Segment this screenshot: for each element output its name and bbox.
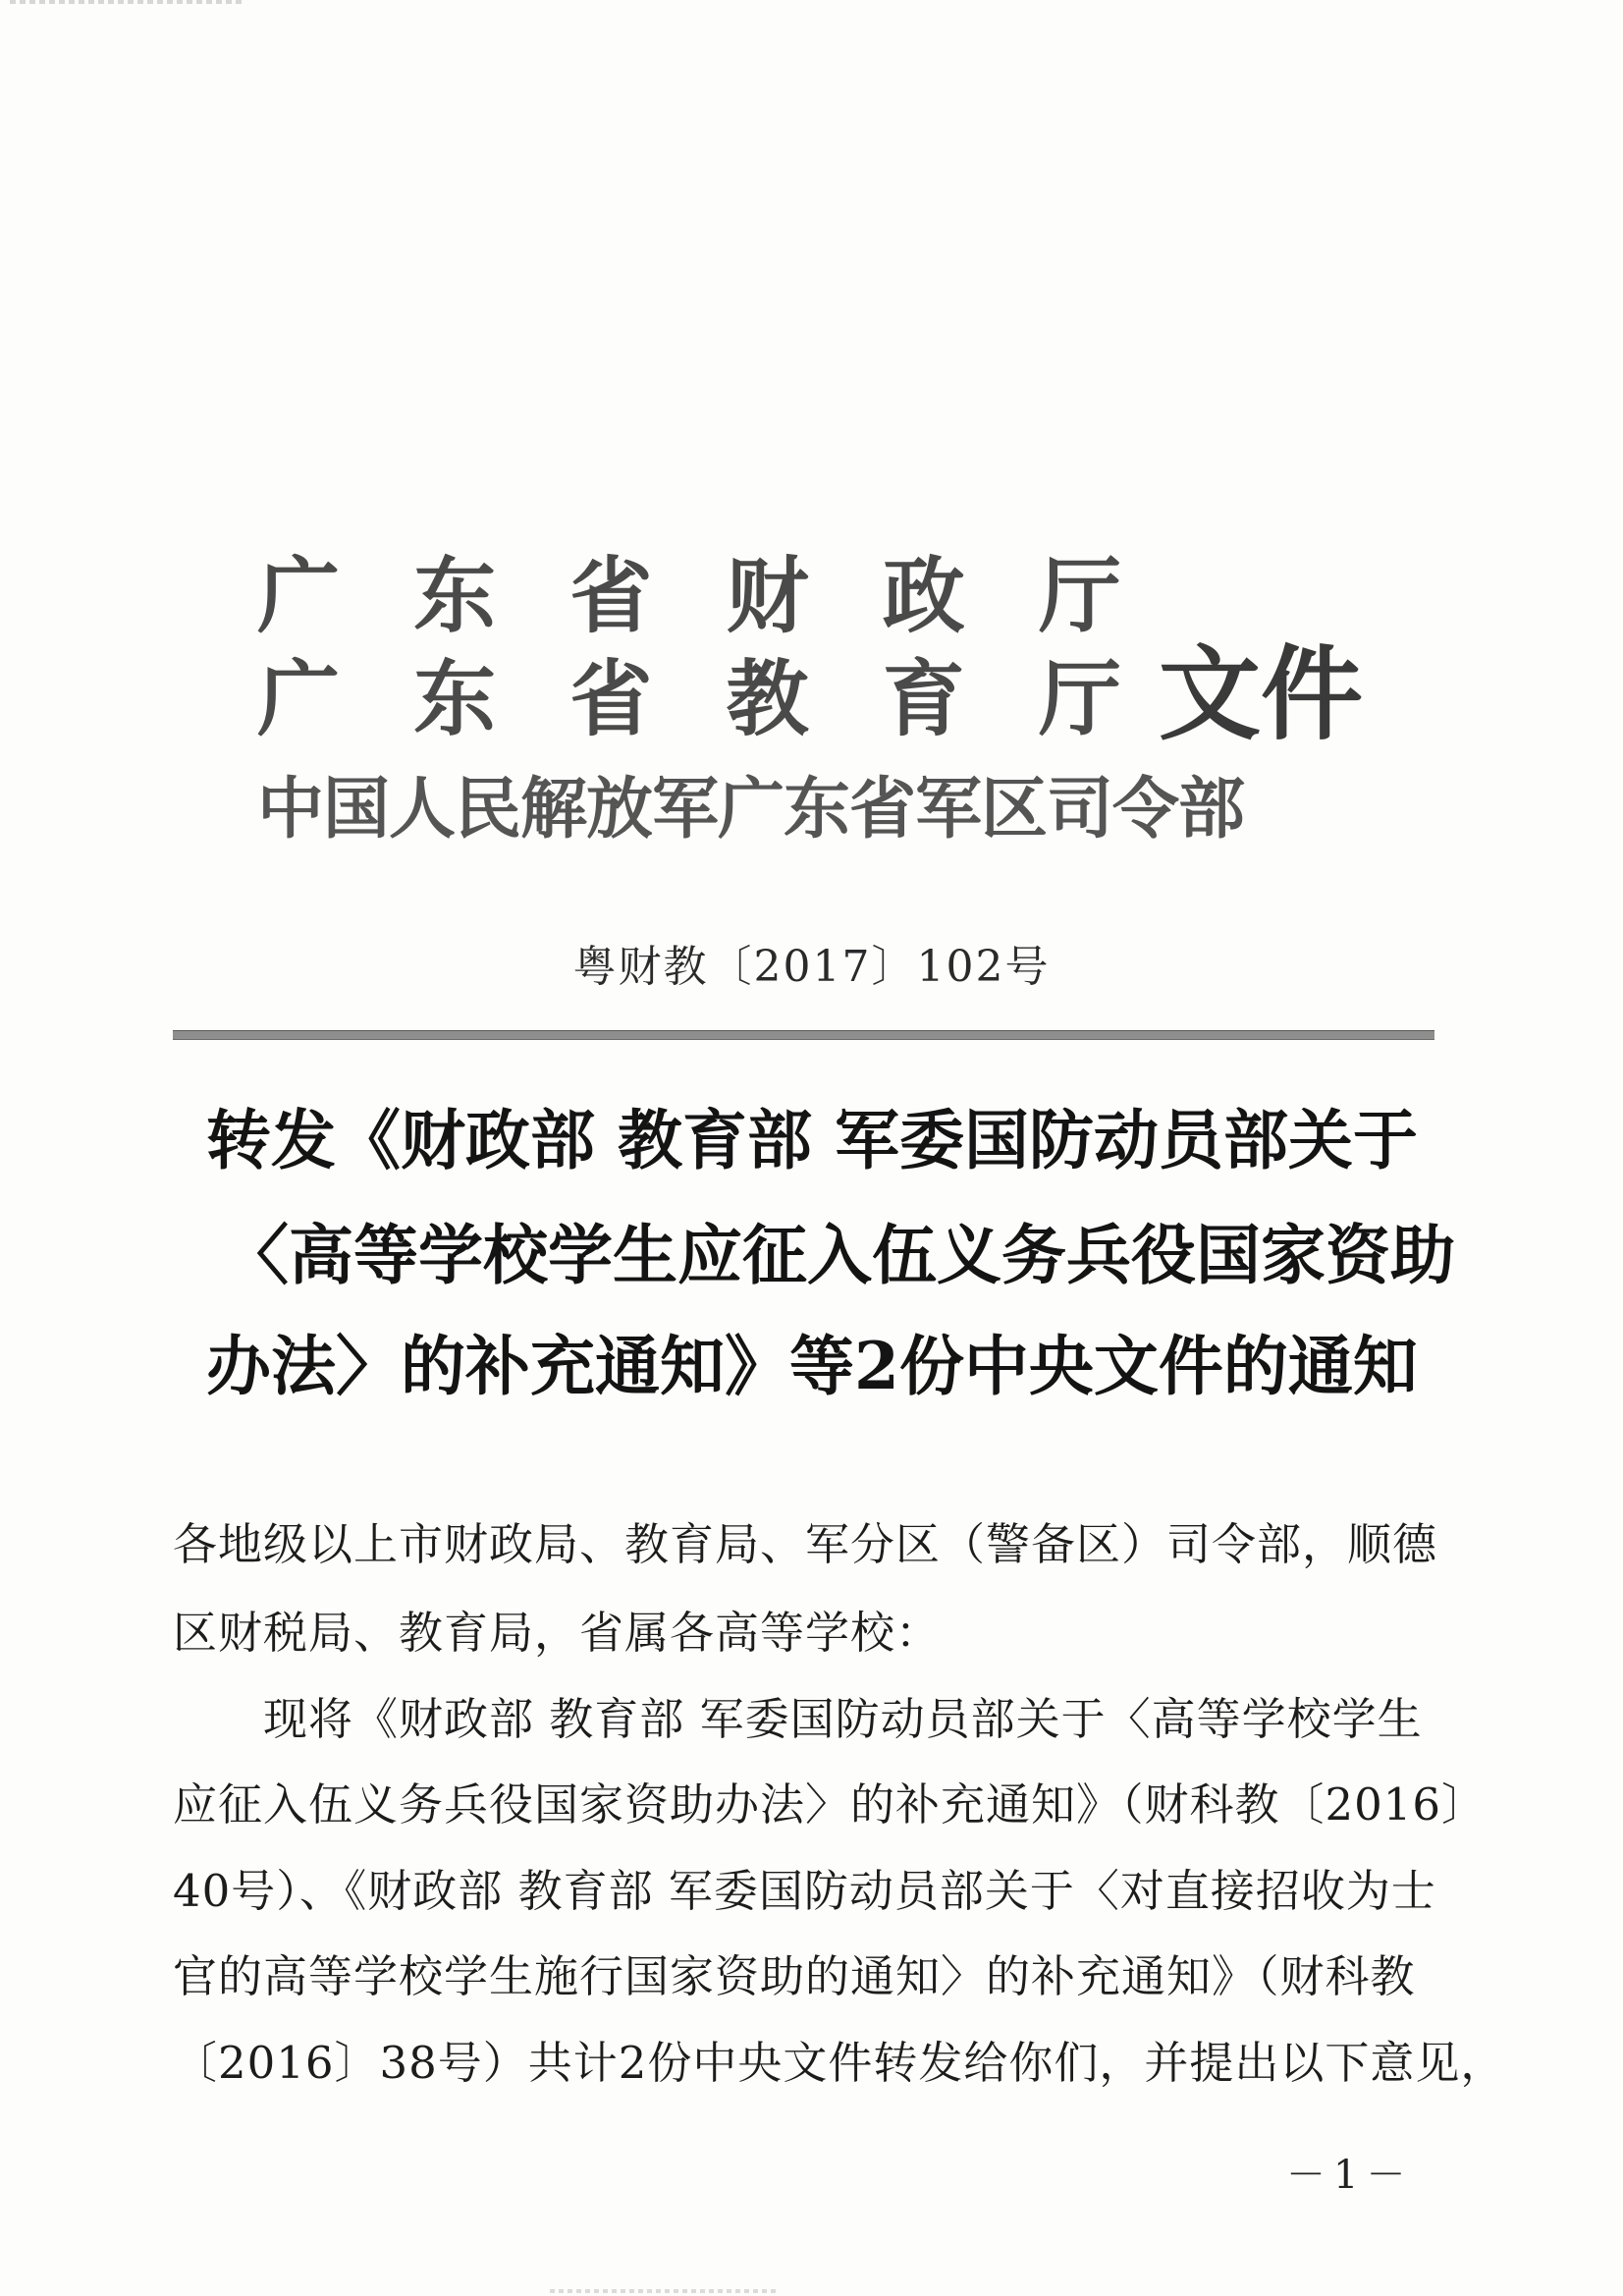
- body-line: 区财税局、教育局，省属各高等学校：: [173, 1607, 942, 1659]
- document-title-line-2: 〈高等学校学生应征入伍义务兵役国家资助: [224, 1217, 1455, 1293]
- header-divider: [173, 1030, 1434, 1040]
- issuer-char: 省: [569, 547, 653, 644]
- issuer-char: 育: [882, 650, 965, 747]
- issuer-education-department: [257, 650, 1121, 747]
- body-line: 现将《财政部 教育部 军委国防动员部关于〈高等学校学生: [263, 1693, 1423, 1745]
- issuer-char: 东: [413, 547, 497, 644]
- issuer-char: 厅: [1038, 650, 1121, 747]
- scan-artifact-top: [10, 0, 245, 4]
- body-line: 官的高等学校学生施行国家资助的通知〉的补充通知》（财科教: [173, 1950, 1416, 2002]
- issuer-char: 广: [257, 650, 341, 747]
- document-number: 粤财教〔2017〕102号: [572, 942, 1051, 992]
- issuer-char: 厅: [1038, 547, 1121, 644]
- issuer-char: 广: [257, 547, 341, 644]
- issuer-char: 东: [413, 650, 497, 747]
- body-line: 40号）、《财政部 教育部 军委国防动员部关于〈对直接招收为士: [173, 1865, 1436, 1917]
- body-line: 〔2016〕38号）共计2份中央文件转发给你们，并提出以下意见，: [173, 2037, 1506, 2089]
- body-line: 应征入伍义务兵役国家资助办法〉的补充通知》（财科教〔2016〕: [173, 1778, 1488, 1831]
- issuer-char: 省: [569, 650, 653, 747]
- issuer-char: 财: [726, 547, 809, 644]
- issuer-military-command: 中国人民解放军广东省军区司令部: [257, 770, 1245, 848]
- issuer-char: 教: [726, 650, 809, 747]
- document-label-wenjian: 文件: [1159, 633, 1364, 754]
- document-title-line-3: 办法〉的补充通知》等2份中央文件的通知: [206, 1328, 1418, 1404]
- document-title-line-1: 转发《财政部 教育部 军委国防动员部关于: [206, 1102, 1418, 1178]
- issuer-finance-department: [257, 547, 1121, 644]
- scan-artifact-bottom: [550, 2289, 776, 2293]
- issuer-char: 政: [882, 547, 965, 644]
- body-line: 各地级以上市财政局、教育局、军分区（警备区）司令部，顺德: [173, 1518, 1438, 1570]
- page-number: －1－: [1286, 2153, 1414, 2198]
